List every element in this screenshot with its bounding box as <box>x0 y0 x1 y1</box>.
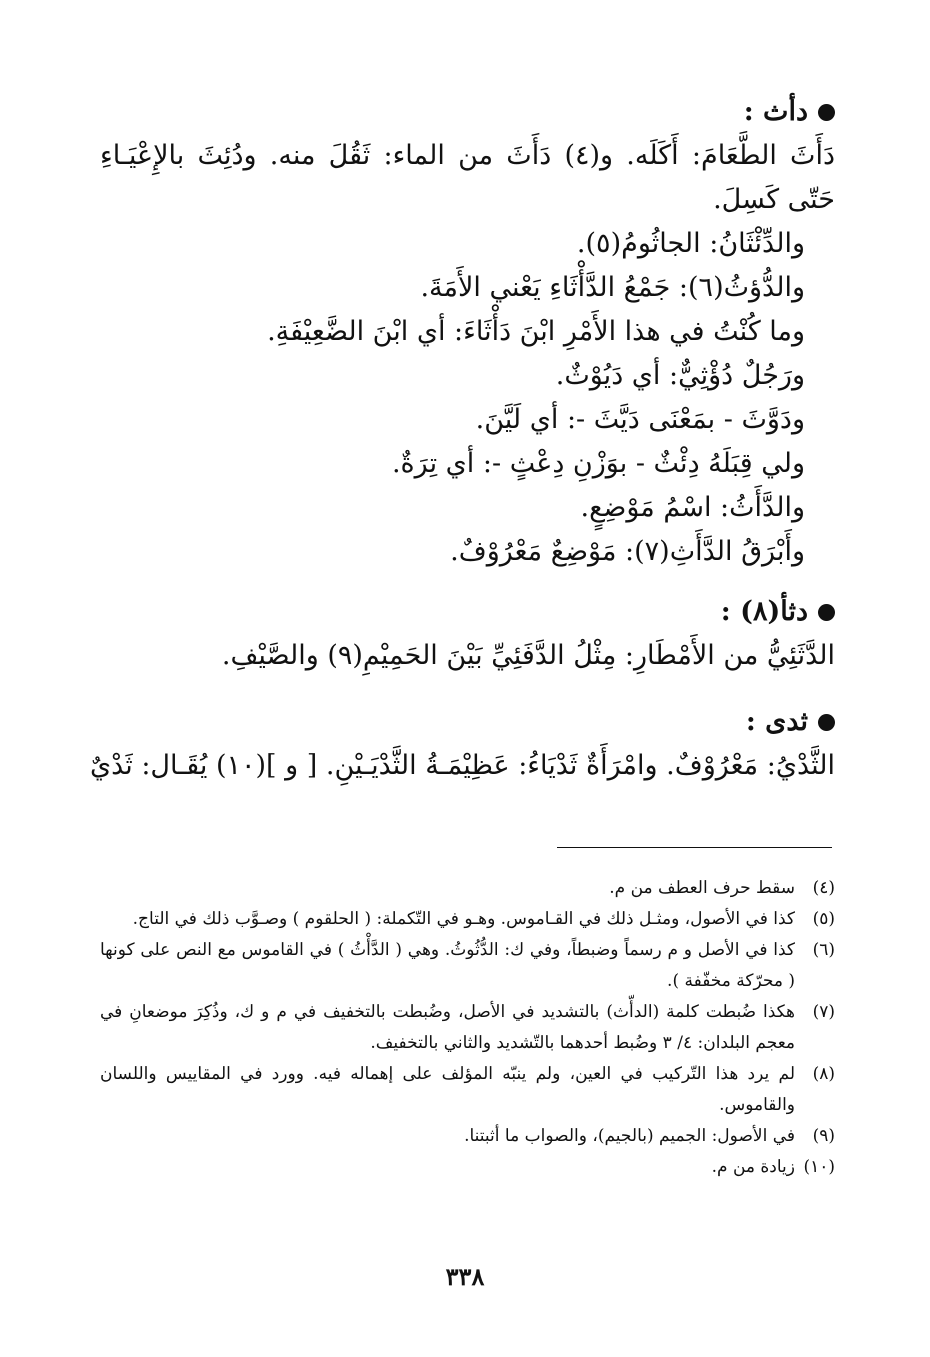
footnote <box>100 997 835 1059</box>
footnote-text: كذا في الأصول، ومثـل ذلك في القـاموس. وهـو في التّكملة: ( الحلقوم ) وصـوَّب ذلك في التاج. <box>132 909 795 929</box>
bullet-icon <box>818 104 835 121</box>
entry-thady <box>89 700 835 788</box>
footnote-number: (٤) <box>812 878 835 898</box>
footnote-text: زيادة من م. <box>711 1157 795 1177</box>
entry-heading <box>100 590 835 634</box>
bullet-icon <box>818 714 835 731</box>
footnotes <box>100 873 835 1183</box>
entry-datha <box>100 590 835 678</box>
entry-heading <box>100 90 835 134</box>
bullet-icon <box>818 604 835 621</box>
footnote-number: (٧) <box>812 1002 835 1022</box>
entry-heading <box>100 700 835 744</box>
entry-line: دَأَثَ الطَّعَامَ: أَكَلَه. و(٤) دَأَثَ من الماء: ثَقُلَ منه. ودُئِثَ بالإِعْيَـاءِ حَتّى كَسِلَ. <box>100 140 835 215</box>
entry-line: والدَّأَثُ: اسْمُ مَوْضِعٍ. <box>580 492 805 523</box>
entry-line: وأَبْرَقُ الدَّأَثِ(٧): مَوْضِعٌ مَعْرُوْفٌ. <box>450 536 805 567</box>
footnote <box>100 1152 835 1183</box>
entry-heading-text: دأث : <box>743 96 808 127</box>
main-text <box>89 90 835 788</box>
entry-line: والدُّؤثُ(٦): جَمْعُ الدَّأْثَاءِ يَعْني الأَمَةَ. <box>420 272 805 303</box>
footnote-text: هكذا ضُبطت كلمة (الدأّث) بالتشديد في الأصل، وضُبطت بالتخفيف في م و ك، وذُكِرَ موضعانِ في معجم البلدان: ٤/ ٣ وضُبط أحدهما بالتّشديد والثاني بالتخفيف. <box>100 1002 795 1053</box>
entry-dath <box>100 90 835 574</box>
footnote <box>100 873 835 904</box>
page-number: ٣٣٨ <box>445 1262 485 1291</box>
entry-line: وما كُنْتُ في هذا الأَمْرِ ابْنَ دَأْثَاءَ: أي ابْنَ الضَّعِيْفَةِ. <box>267 316 805 347</box>
entry-line: الثَّدْيُ: مَعْرُوْفٌ. وامْرَأَةٌ ثَدْيَاءُ: عَظِيْمَـةُ الثَّدْيَـيْنِ. [ و ](١٠) يُقَـال: ثَدْيٌ <box>89 750 835 781</box>
footnote-number: (٦) <box>812 940 835 960</box>
entry-heading-text: ثدى : <box>745 706 808 737</box>
footnote <box>100 1121 835 1152</box>
footnote-number: (١٠) <box>803 1157 835 1177</box>
entry-heading-text: دثأ(٨) : <box>720 596 808 627</box>
footnote-number: (٨) <box>812 1064 835 1084</box>
footnote-number: (٩) <box>812 1126 835 1146</box>
entry-line: ودَوَّثَ - بمَعْنَى دَيَّثَ -: أي لَيَّنَ. <box>475 404 805 435</box>
entry-line: الدَّثَئِيُّ من الأَمْطَارِ: مِثْلُ الدَّفَئِيِّ بَيْنَ الحَمِيْمِ(٩) والصَّيْفِ. <box>221 640 835 671</box>
entry-line: ورَجُلٌ دُؤْثِيٌّ: أي دَيُوْثٌ. <box>555 360 805 391</box>
footnote-text: لم يرد هذا التّركيب في العين، ولم ينبّه المؤلف على إهماله فيه. وورد في المقاييس واللسان والقاموس. <box>100 1064 795 1115</box>
footnote-text: في الأصول: الجميم (بالجيم)، والصواب ما أثبتنا. <box>464 1126 795 1146</box>
footnote-number: (٥) <box>812 909 835 929</box>
footnote-divider <box>557 847 832 848</box>
footnote-text: سقط حرف العطف من م. <box>609 878 795 898</box>
footnote <box>100 904 835 935</box>
footnote <box>100 935 835 997</box>
footnote <box>100 1059 835 1121</box>
entry-line: والدِّئْثَانُ: الجاثُومُ(٥). <box>576 228 805 259</box>
entry-line: ولي قِبَلَهُ دِئْثٌ - بوَزْنِ دِعْثٍ -: أي تِرَةٌ. <box>391 448 805 479</box>
footnote-text: كذا في الأصل و م رسماً وضبطاً، وفي ك: الدُّثُوثُ. وهي ( الدَّأْثُ ) في القاموس مع النص على كونها ( محرّكة مخفّفة ). <box>100 940 795 991</box>
